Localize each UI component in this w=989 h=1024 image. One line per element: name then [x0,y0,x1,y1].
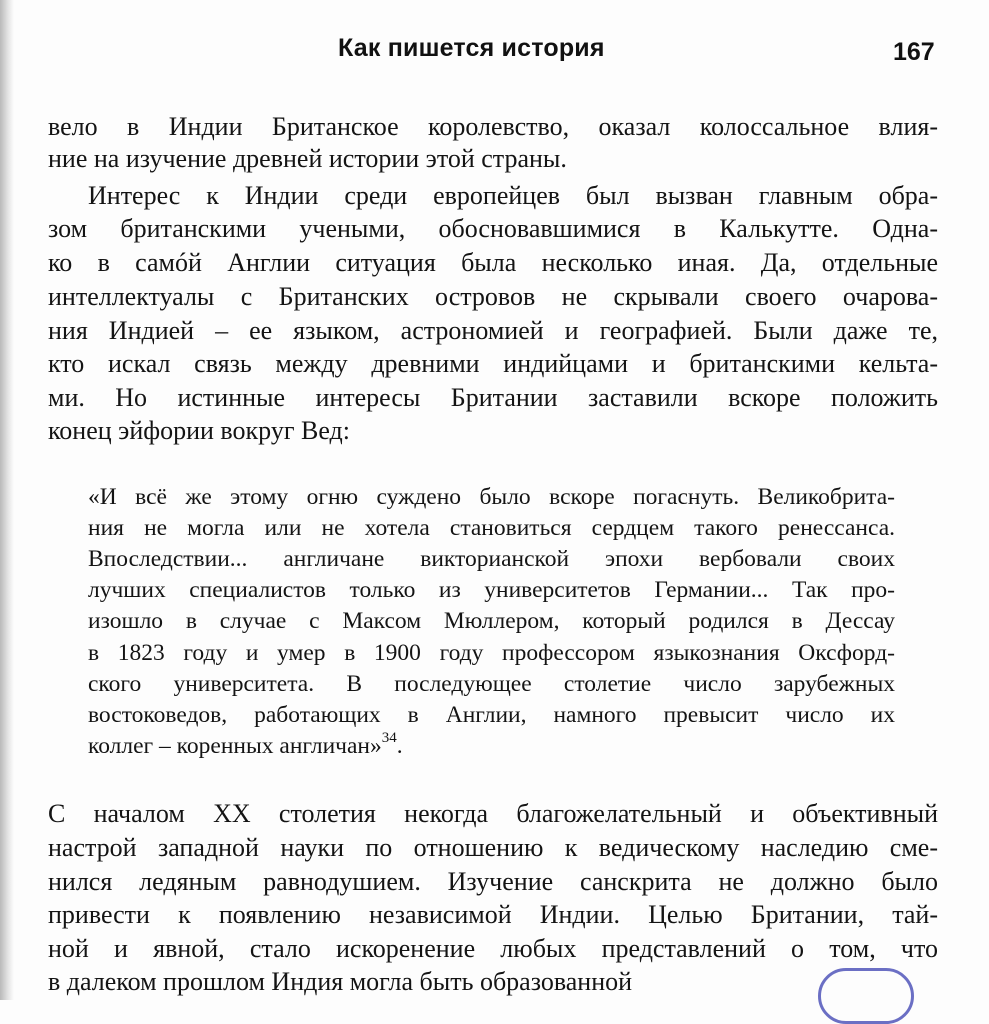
paragraph-2-line-2: зом британскими учеными, обосновавшимися в Калькутте. Одна- [48,214,938,243]
paragraph-3-line-5: ной и явной, стало искоренение любых представлений о том, что [48,934,938,963]
paragraph-3-line-6: в далеком прошлом Индия могла быть образованной [48,967,633,996]
quote-line-3: Впоследствии... англичане викторианской эпохи вербовали своих [88,546,895,572]
quote-line-2: ния не могла или не хотела становиться сердцем такого ренессанса. [88,515,895,541]
quote-line-9 [88,730,403,760]
paragraph-2-line-7: ми. Но истинные интересы Британии заставили вскоре положить [48,383,938,412]
paragraph-3-line-3: нился ледяным равнодушием. Изучение санскрита не должно было [48,867,938,896]
paragraph-2-line-4: интеллектуалы с Британских островов не скрывали своего очарова- [48,282,938,311]
page-gutter-shadow [0,0,14,1000]
quote-line-4: лучших специалистов только из университетов Германии... Так про- [88,577,895,603]
library-stamp-mark [818,968,914,1024]
paragraph-1-line-1: вело в Индии Британское королевство, оказал колоссальное влия- [48,112,938,141]
footnote-marker[interactable]: 34 [381,730,397,746]
quote-line-7: ского университета. В последующее столетие число зарубежных [88,671,895,697]
paragraph-1-line-2: ние на изучение древней истории этой страны. [48,144,567,173]
quote-last-text: коллег – коренных англичан» [88,733,382,759]
page-number: 167 [893,38,935,66]
paragraph-2-line-5: ния Индией – ее языком, астрономией и географией. Были даже те, [48,316,938,345]
paragraph-2-line-3: ко в самóй Англии ситуация была несколько иная. Да, отдельные [48,248,938,277]
quote-line-8: востоковедов, работающих в Англии, намного превысит число их [88,702,895,728]
paragraph-3-line-2: настрой западной науки по отношению к ведическому наследию сме- [48,833,938,862]
quote-line-1: «И всё же этому огню суждено было вскоре погаснуть. Великобрита- [88,484,895,510]
quote-line-6: в 1823 году и умер в 1900 году профессором языкознания Оксфорд- [88,640,895,666]
quote-end-punct: . [396,733,403,759]
paragraph-2-line-8: конец эйфории вокруг Вед: [48,416,350,445]
paragraph-3-line-4: привести к появлению независимой Индии. Целью Британии, тай- [48,900,938,929]
paragraph-2-line-6: кто искал связь между древними индийцами и британскими кельта- [48,349,938,378]
quote-line-5: изошло в случае с Максом Мюллером, который родился в Дессау [88,608,895,634]
paragraph-3-line-1: С началом XX столетия некогда благожелательный и объективный [48,799,938,828]
running-header-title: Как пишется история [338,34,605,62]
paragraph-2-line-1: Интерес к Индии среди европейцев был вызван главным обра- [88,181,938,210]
